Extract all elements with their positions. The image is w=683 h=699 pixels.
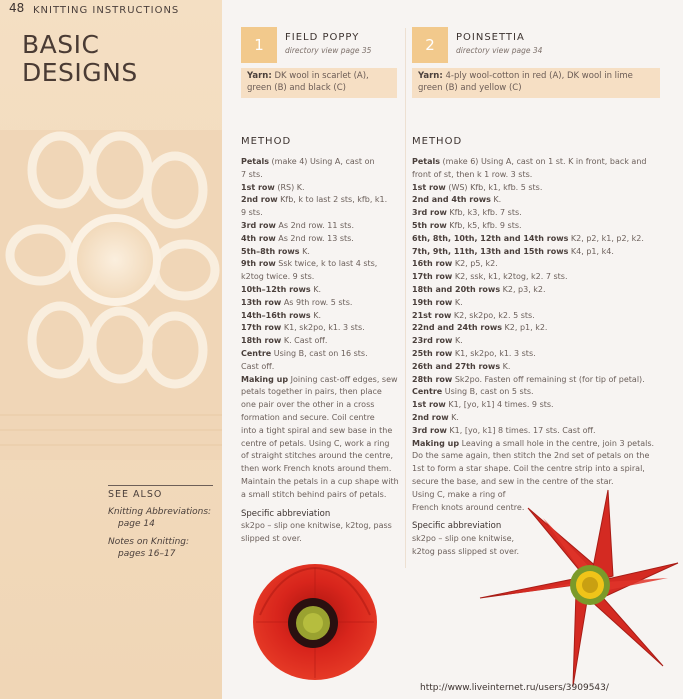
instruction-line <box>241 246 401 259</box>
instruction-text: (WS) Kfb, k1, kfb. 5 sts. <box>445 182 543 192</box>
specific-abbreviation <box>241 508 401 546</box>
column-divider <box>405 28 406 568</box>
instruction-line <box>241 194 401 207</box>
see-also-item-abbreviations[interactable] <box>108 506 213 530</box>
yarn-label: Yarn: <box>418 71 443 81</box>
yarn-box-poppy <box>241 68 397 98</box>
see-also-item-title: Notes on Knitting: <box>108 537 190 547</box>
instruction-text: K4, p1, k4. <box>568 246 614 256</box>
instruction-text: K2, p1, k2. <box>501 323 548 333</box>
instruction-line <box>241 310 401 323</box>
poinsettia-image <box>478 488 683 688</box>
directory-reference: directory view page 35 <box>285 46 372 55</box>
instruction-line <box>412 386 672 399</box>
instruction-step-label: 2nd and 4th rows <box>412 195 491 205</box>
directory-reference: directory view page 34 <box>456 46 543 55</box>
spec-title: Specific abbreviation <box>412 521 502 532</box>
instruction-step-label: 5th–8th rows <box>241 246 300 256</box>
instruction-step-label: 1st row <box>412 400 446 410</box>
instruction-line <box>241 489 401 502</box>
instruction-text: Using B, cast on 5 sts. <box>442 387 534 397</box>
instruction-line <box>241 284 401 297</box>
poppy-instructions <box>241 156 401 546</box>
instruction-step-label: 3rd row <box>412 425 447 435</box>
instruction-text: front of st, then k 1 row. 3 sts. <box>412 169 533 179</box>
instruction-step-label: 25th row <box>412 348 453 358</box>
design-number-badge: 2 <box>412 27 448 63</box>
instruction-line <box>412 207 672 220</box>
instruction-line <box>241 156 401 169</box>
instruction-step-label: 2nd row <box>412 412 449 422</box>
instruction-text: Kfb, k to last 2 sts, kfb, k1. <box>277 195 388 205</box>
instruction-text: As 2nd row. 11 sts. <box>275 220 355 230</box>
instruction-text: K. <box>310 284 322 294</box>
instruction-text: K. <box>299 246 310 256</box>
instruction-line <box>412 322 672 335</box>
instruction-text: Ssk twice, k to last 4 sts, <box>275 259 378 269</box>
instruction-text: formation and secure. Coil centre <box>241 412 375 422</box>
instruction-step-label: 21st row <box>412 310 452 320</box>
instruction-text: k2tog twice. 9 sts. <box>241 272 315 282</box>
instruction-line <box>241 425 401 438</box>
instruction-text: (make 4) Using A, cast on <box>269 157 375 166</box>
page-title-line2: DESIGNS <box>22 58 138 87</box>
instruction-line <box>241 297 401 310</box>
instruction-text: Maintain the petals in a cup shape with <box>241 476 399 486</box>
see-also-item-title: Knitting Abbreviations: <box>108 507 212 517</box>
instruction-line <box>241 450 401 463</box>
page-number: 48 <box>9 1 25 15</box>
instruction-text: Cast off. <box>241 361 275 371</box>
instruction-step-label: 1st row <box>412 182 446 192</box>
instruction-step-label: 3rd row <box>241 220 276 230</box>
instruction-step-label: 16th row <box>412 259 453 269</box>
instruction-line <box>241 476 401 489</box>
instruction-text: petals together in pairs, then place <box>241 387 382 397</box>
instruction-text: 1st to form a star shape. Coil the centre strip into a spiral, <box>412 464 645 474</box>
instruction-step-label: 5th row <box>412 220 447 230</box>
instruction-line <box>412 450 672 463</box>
instruction-line <box>241 220 401 233</box>
see-also-item-notes[interactable] <box>108 536 213 560</box>
instruction-step-label: Petals <box>241 157 270 166</box>
instruction-line <box>412 284 672 297</box>
instruction-line <box>412 348 672 361</box>
instruction-text: Kfb, k5, kfb. 9 sts. <box>446 220 522 230</box>
instruction-step-label: Centre <box>412 387 443 397</box>
instruction-step-label: 10th–12th rows <box>241 284 311 294</box>
instruction-line <box>412 182 672 195</box>
instruction-step-label: Centre <box>241 348 272 358</box>
spec-line: sk2po – slip one knitwise, <box>412 534 515 544</box>
instruction-line <box>241 271 401 284</box>
instruction-line <box>241 374 401 387</box>
instruction-text: K2, p5, k2. <box>452 259 498 269</box>
instruction-step-label: 3rd row <box>412 208 447 218</box>
instruction-text: K1, sk2po, k1. 3 sts. <box>452 348 536 358</box>
instruction-text: K. <box>452 297 463 307</box>
instruction-step-label: 17th row <box>412 272 453 282</box>
instruction-text: 7 sts. <box>241 169 263 179</box>
instruction-step-label: 1st row <box>241 182 275 192</box>
instruction-text: into a tight spiral and sew base in the <box>241 425 393 435</box>
instruction-line <box>241 182 401 195</box>
instruction-step-label: 18th and 20th rows <box>412 284 501 294</box>
instruction-step-label: Making up <box>241 374 289 384</box>
source-url[interactable]: http://www.liveinternet.ru/users/3909543/ <box>420 683 609 693</box>
instruction-text: secure the base, and sew in the centre of the star. <box>412 476 614 486</box>
section-header: KNITTING INSTRUCTIONS <box>33 5 180 16</box>
instruction-line <box>412 374 672 387</box>
instruction-text: (make 6) Using A, cast on 1 st. K in front, back and <box>440 157 647 166</box>
instruction-text: As 2nd row. 13 sts. <box>275 233 354 243</box>
instruction-step-label: 14th–16th rows <box>241 310 311 320</box>
instruction-line <box>241 233 401 246</box>
instruction-step-label: 2nd row <box>241 195 278 205</box>
instruction-line <box>412 169 672 182</box>
yarn-box-poinsettia <box>412 68 660 98</box>
instruction-text: (RS) K. <box>274 182 305 192</box>
instruction-text: K. <box>452 336 463 346</box>
instruction-line <box>412 156 672 169</box>
instruction-text: a small stitch behind pairs of petals. <box>241 489 387 499</box>
instruction-text: Using C, make a ring of <box>412 489 506 499</box>
instruction-line <box>241 207 401 220</box>
design-header-field-poppy <box>241 27 396 65</box>
design-header-poinsettia <box>412 27 567 65</box>
instruction-line <box>412 258 672 271</box>
instruction-line <box>241 169 401 182</box>
instruction-line <box>241 386 401 399</box>
instruction-line <box>241 399 401 412</box>
instruction-text: K2, ssk, k1, k2tog, k2. 7 sts. <box>452 272 568 282</box>
see-also-box <box>108 485 213 566</box>
instruction-step-label: 4th row <box>241 233 276 243</box>
instruction-text: As 9th row. 5 sts. <box>281 297 353 307</box>
instruction-line <box>412 463 672 476</box>
instruction-step-label: Making up <box>412 438 460 448</box>
instruction-line <box>241 335 401 348</box>
instruction-text: one pair over the other in a cross <box>241 400 375 410</box>
instruction-line <box>412 310 672 323</box>
instruction-step-label: 6th, 8th, 10th, 12th and 14th rows <box>412 233 569 243</box>
instruction-line <box>241 361 401 374</box>
instruction-text: then work French knots around them. <box>241 464 392 474</box>
instruction-step-label: 17th row <box>241 323 282 333</box>
instruction-line <box>412 194 672 207</box>
instruction-step-label: 26th and 27th rows <box>412 361 501 371</box>
instruction-step-label: 22nd and 24th rows <box>412 323 502 333</box>
instruction-line <box>412 412 672 425</box>
poppy-image <box>250 560 380 685</box>
instruction-text: French knots around centre. <box>412 502 525 512</box>
spec-title: Specific abbreviation <box>241 508 331 519</box>
design-name: POINSETTIA <box>456 32 525 43</box>
instruction-step-label: 28th row <box>412 374 453 384</box>
instruction-text: Do the same again, then stitch the 2nd set of petals on the <box>412 451 650 461</box>
instruction-step-label: 18th row <box>241 336 282 346</box>
instruction-text: Sk2po. Fasten off remaining st (for tip of petal). <box>452 374 645 384</box>
spec-line: sk2po – slip one knitwise, k2tog, pass <box>241 521 392 531</box>
method-title: METHOD <box>241 136 292 147</box>
yarn-text: 4-ply wool-cotton in red (A), DK wool in lime <box>445 71 633 81</box>
design-name: FIELD POPPY <box>285 32 360 43</box>
instruction-text: Kfb, k3, kfb. 7 sts. <box>446 208 522 218</box>
instruction-text: Leaving a small hole in the centre, join 3 petals. <box>459 438 655 448</box>
yarn-label: Yarn: <box>247 71 272 81</box>
page-title <box>22 31 138 87</box>
instruction-line <box>412 476 672 489</box>
instruction-line <box>241 258 401 271</box>
instruction-step-label: 23rd row <box>412 336 453 346</box>
instruction-text: K1, [yo, k1] 8 times. 17 sts. Cast off. <box>446 425 596 435</box>
instruction-line <box>241 412 401 425</box>
instruction-line <box>412 399 672 412</box>
instruction-line <box>412 271 672 284</box>
instruction-line <box>241 463 401 476</box>
spec-line: slipped st over. <box>241 534 302 544</box>
method-title: METHOD <box>412 136 463 147</box>
instruction-step-label: 7th, 9th, 11th, 13th and 15th rows <box>412 246 569 256</box>
instruction-line <box>241 438 401 451</box>
see-also-title: SEE ALSO <box>108 485 213 501</box>
instruction-text: K. Cast off. <box>281 336 328 346</box>
instruction-step-label: 13th row <box>241 297 282 307</box>
instruction-line <box>241 322 401 335</box>
instruction-text: K2, sk2po, k2. 5 sts. <box>451 310 535 320</box>
instruction-line <box>241 348 401 361</box>
instruction-text: K1, sk2po, k1. 3 sts. <box>281 323 365 333</box>
instruction-text: Using B, cast on 16 sts. <box>271 348 368 358</box>
page-title-line1: BASIC <box>22 30 100 59</box>
see-also-item-page: page 14 <box>118 519 155 529</box>
instruction-line <box>412 438 672 451</box>
instruction-step-label: Petals <box>412 157 441 166</box>
instruction-text: K. <box>310 310 322 320</box>
see-also-item-page: pages 16–17 <box>118 549 176 559</box>
instruction-text: centre of petals. Using C, work a ring <box>241 438 390 448</box>
instruction-step-label: 9th row <box>241 259 276 269</box>
crochet-flower-image <box>0 130 222 460</box>
instruction-line <box>412 233 672 246</box>
instruction-text: K2, p3, k2. <box>500 284 546 294</box>
instruction-text: Joining cast-off edges, sew <box>288 374 398 384</box>
instruction-text: K. <box>448 412 459 422</box>
design-number-badge: 1 <box>241 27 277 63</box>
instruction-line <box>412 335 672 348</box>
instruction-line <box>412 246 672 259</box>
yarn-text: green (B) and yellow (C) <box>418 83 522 93</box>
instruction-line <box>412 361 672 374</box>
instruction-text: K. <box>500 361 511 371</box>
yarn-text: DK wool in scarlet (A), <box>274 71 369 81</box>
instruction-text: K2, p2, k1, p2, k2. <box>568 233 644 243</box>
instruction-line <box>412 297 672 310</box>
instruction-text: 9 sts. <box>241 208 263 218</box>
spec-line: k2tog pass slipped st over. <box>412 546 520 556</box>
instruction-text: K1, [yo, k1] 4 times. 9 sts. <box>445 400 554 410</box>
yarn-text: green (B) and black (C) <box>247 83 346 93</box>
instruction-step-label: 19th row <box>412 297 453 307</box>
instruction-line <box>412 220 672 233</box>
instruction-text: K. <box>490 195 502 205</box>
instruction-line <box>412 425 672 438</box>
instruction-text: of straight stitches around the centre, <box>241 451 394 461</box>
